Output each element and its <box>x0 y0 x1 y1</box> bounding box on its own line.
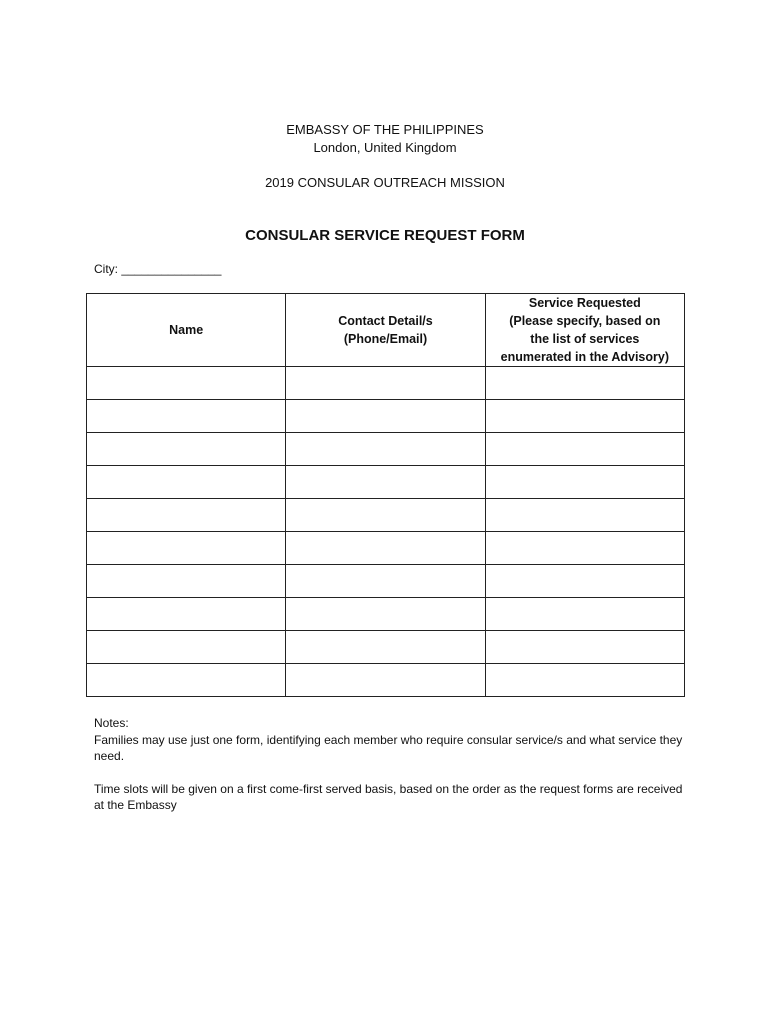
note-time-slots: Time slots will be given on a first come-first served basis, based on the order as the request forms are received at the Embassy <box>94 781 683 812</box>
mission-title: 2019 CONSULAR OUTREACH MISSION <box>265 175 505 190</box>
column-header-name-label: Name <box>169 323 204 337</box>
name-cell[interactable] <box>87 631 286 664</box>
table-row <box>87 466 685 499</box>
table-row <box>87 598 685 631</box>
name-cell[interactable] <box>87 433 286 466</box>
notes-heading: Notes: <box>94 716 129 730</box>
name-cell[interactable] <box>87 367 286 400</box>
notes-section <box>94 715 684 814</box>
column-header-name <box>87 294 286 367</box>
name-cell[interactable] <box>87 499 286 532</box>
service-cell[interactable] <box>485 499 684 532</box>
column-header-service-line1: Service Requested <box>528 296 641 310</box>
name-cell[interactable] <box>87 598 286 631</box>
contact-cell[interactable] <box>286 400 485 433</box>
contact-cell[interactable] <box>286 664 485 697</box>
service-cell[interactable] <box>485 466 684 499</box>
name-cell[interactable] <box>87 664 286 697</box>
column-header-service-line4: enumerated in the Advisory) <box>500 350 669 364</box>
contact-cell[interactable] <box>286 433 485 466</box>
name-cell[interactable] <box>87 565 286 598</box>
embassy-location: London, United Kingdom <box>313 140 457 155</box>
table-row <box>87 631 685 664</box>
table-row <box>87 664 685 697</box>
contact-cell[interactable] <box>286 598 485 631</box>
column-header-service-line3: the list of services <box>530 332 640 346</box>
service-cell[interactable] <box>485 631 684 664</box>
column-header-contact-line1: Contact Detail/s <box>338 314 433 328</box>
service-cell[interactable] <box>485 664 684 697</box>
column-header-service <box>485 294 684 367</box>
contact-cell[interactable] <box>286 565 485 598</box>
service-cell[interactable] <box>485 598 684 631</box>
contact-cell[interactable] <box>286 532 485 565</box>
service-cell[interactable] <box>485 532 684 565</box>
contact-cell[interactable] <box>286 466 485 499</box>
table-row <box>87 565 685 598</box>
note-families: Families may use just one form, identifying each member who require consular service/s and what service they need. <box>94 732 683 763</box>
table-row <box>87 367 685 400</box>
table-row <box>87 532 685 565</box>
service-cell[interactable] <box>485 367 684 400</box>
contact-cell[interactable] <box>286 499 485 532</box>
contact-cell[interactable] <box>286 631 485 664</box>
request-table <box>86 293 685 697</box>
contact-cell[interactable] <box>286 367 485 400</box>
table-header-row <box>87 294 685 367</box>
embassy-header <box>0 121 770 157</box>
table-row <box>87 400 685 433</box>
name-cell[interactable] <box>87 532 286 565</box>
column-header-service-line2: (Please specify, based on <box>509 314 661 328</box>
name-cell[interactable] <box>87 466 286 499</box>
column-header-contact-line2: (Phone/Email) <box>343 332 428 346</box>
name-cell[interactable] <box>87 400 286 433</box>
city-field[interactable]: City: _______________ <box>94 262 222 276</box>
table-row <box>87 433 685 466</box>
embassy-name: EMBASSY OF THE PHILIPPINES <box>286 122 484 137</box>
table-row <box>87 499 685 532</box>
service-cell[interactable] <box>485 400 684 433</box>
service-cell[interactable] <box>485 565 684 598</box>
service-cell[interactable] <box>485 433 684 466</box>
column-header-contact <box>286 294 485 367</box>
form-title: CONSULAR SERVICE REQUEST FORM <box>245 227 525 244</box>
